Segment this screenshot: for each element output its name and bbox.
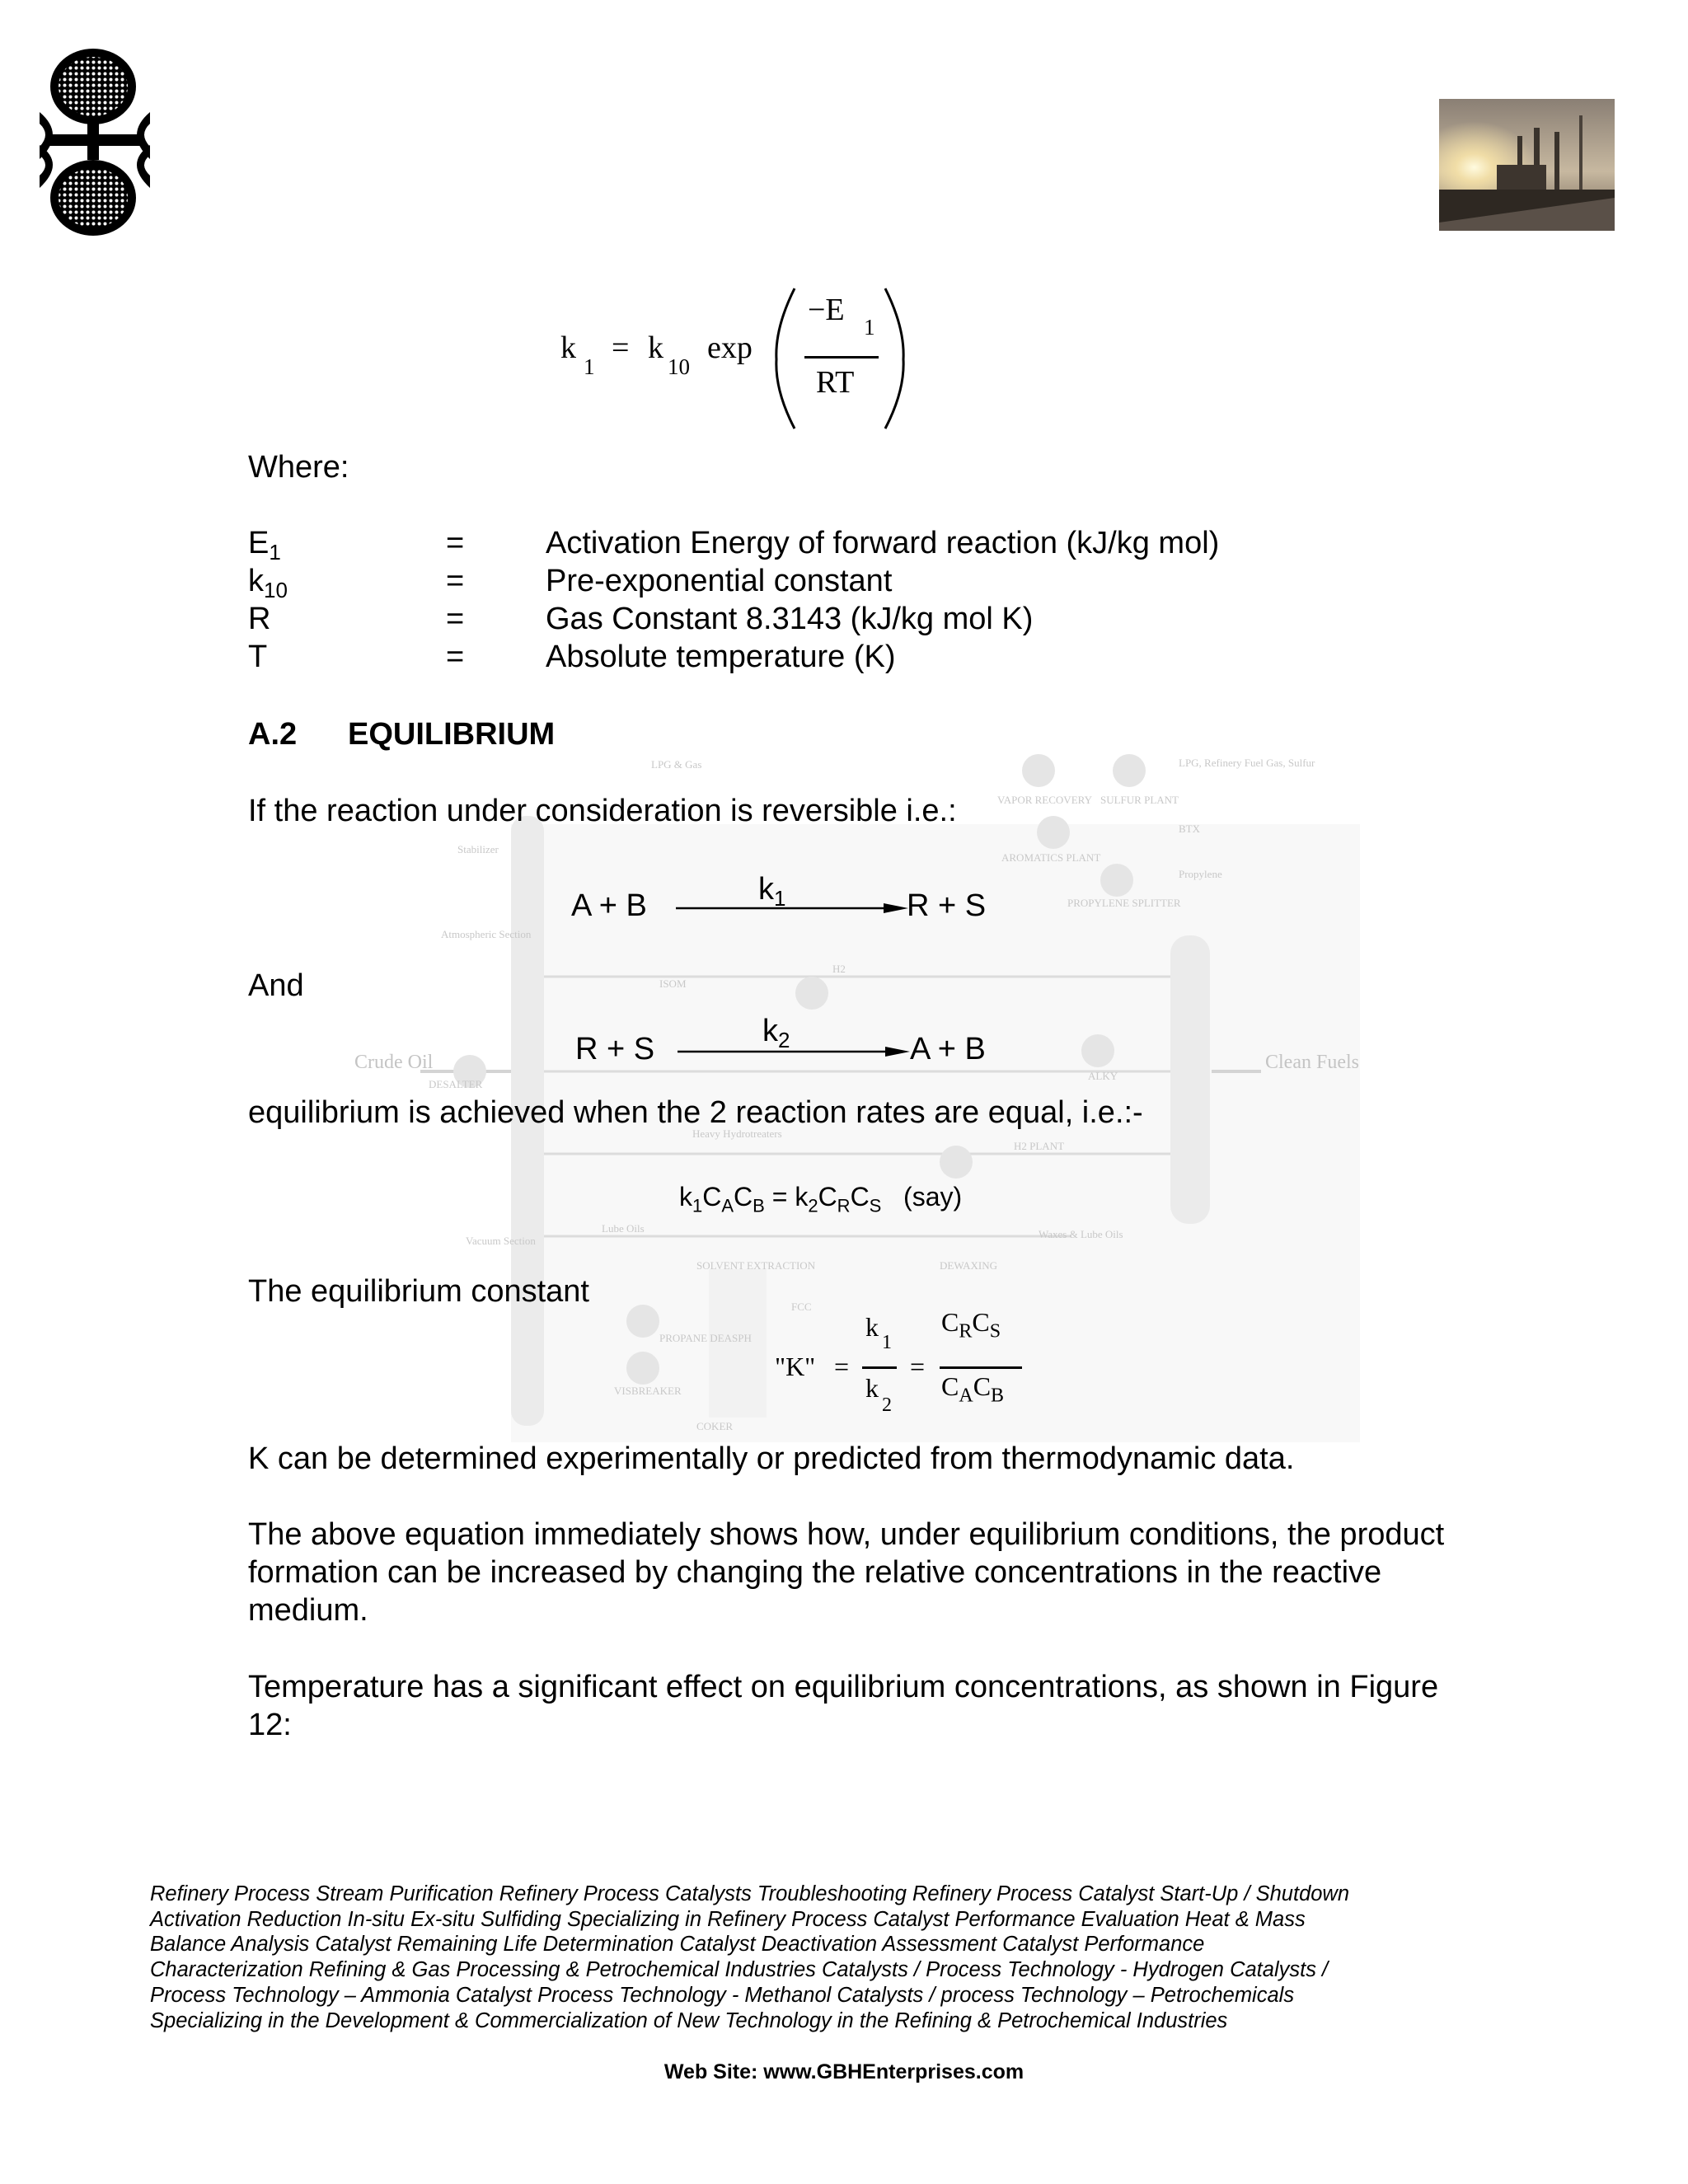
- definition-description: Pre-exponential constant: [546, 564, 893, 598]
- flow-label: DESALTER: [429, 1078, 483, 1090]
- refinery-photo: [1439, 99, 1615, 231]
- flow-label: Crude Oil: [354, 1052, 434, 1073]
- flow-label: Waxes & Lube Oils: [1039, 1228, 1123, 1240]
- flow-label: DEWAXING: [940, 1259, 998, 1272]
- k2-denominator-sub: 2: [882, 1394, 892, 1416]
- footer-services-text: Refinery Process Stream Purification Refinery Process Catalysts Troubleshooting Refinery Process Catalyst Start-Up / Shutdown Activation Reduction In-situ Ex-situ Sulfiding Specializing in Refinery Process Catalyst Performance Evaluation Heat & Mass Balance Analysis Catalyst Remaining Life Determination Catalyst Deactivation Assessment Catalyst Performance Characterization Refining & Gas Processing & Petrochemical Industries Catalysts / Process Technology - Hydrogen Catalysts / Process Technology – Ammonia Catalyst Process Technology - Methanol Catalysts / process Technology – Petrochemicals Specializing in the Development & Commercialization of New Technology in the Refining & Petrochemical Industries: [150, 1882, 1350, 2032]
- flow-label: Vacuum Section: [466, 1235, 536, 1247]
- rate-equality-equation: $k_1C_AC_B = k_2C_RC_S$ (say): [679, 1182, 963, 1216]
- definition-equals: =: [446, 564, 465, 598]
- flow-label: Clean Fuels: [1265, 1052, 1359, 1073]
- reaction1-arrow: [676, 900, 908, 916]
- eq1-k10: k: [648, 330, 663, 365]
- flow-label: PROPYLENE SPLITTER: [1067, 897, 1181, 909]
- temperature-paragraph: Temperature has a significant effect on equilibrium concentrations, as shown in Figure 12:: [248, 1670, 1439, 1742]
- flow-label: SULFUR PLANT: [1100, 794, 1179, 806]
- flow-label: Heavy Hydrotreaters: [692, 1127, 782, 1140]
- left-paren: [773, 287, 798, 431]
- eq1-fraction-bar: [804, 356, 879, 359]
- reaction2-rate-constant: $k_2$: [762, 1014, 790, 1052]
- section-title: EQUILIBRIUM: [348, 717, 556, 752]
- flow-label: Stabilizer: [457, 843, 499, 855]
- flow-label: Lube Oils: [602, 1222, 645, 1235]
- reaction1-products: R + S: [907, 888, 987, 923]
- reaction2-reactants: R + S: [575, 1032, 655, 1066]
- k1-numerator: k: [865, 1312, 879, 1342]
- flow-label: Atmospheric Section: [441, 928, 532, 940]
- definition-symbol: R: [248, 602, 271, 636]
- constant-paragraph: The equilibrium constant: [248, 1274, 589, 1309]
- definition-description: Absolute temperature (K): [546, 640, 896, 674]
- eq1-denominator: RT: [816, 365, 855, 400]
- eq1-k-sub: 1: [584, 354, 595, 379]
- reaction1-reactants: A + B: [571, 888, 647, 923]
- above-equation-paragraph: The above equation immediately shows how, under equilibrium conditions, the product formation can be increased by changing the relative concentrations in the reactive medium.: [248, 1517, 1445, 1628]
- right-paren: [882, 287, 907, 431]
- flow-label: LPG & Gas: [651, 758, 702, 771]
- concentration-denominator: $C_AC_B$: [941, 1371, 1005, 1407]
- eq1-k10-sub: 10: [668, 354, 690, 379]
- definition-equals: =: [446, 526, 465, 560]
- reaction2-products: A + B: [910, 1032, 986, 1066]
- website-link[interactable]: Web Site: www.GBHEnterprises.com: [663, 2060, 1025, 2083]
- eq1-equals: =: [612, 330, 630, 365]
- reaction1-rate-constant: $k_1$: [758, 872, 786, 911]
- definition-symbol: $k_{10}$: [248, 564, 288, 602]
- reversible-paragraph: If the reaction under consideration is reversible i.e.:: [248, 794, 957, 828]
- flow-label: ISOM: [659, 977, 687, 990]
- flow-label: Propylene: [1179, 868, 1222, 880]
- where-label: Where:: [248, 450, 349, 485]
- arrhenius-equation: [560, 287, 907, 431]
- eq1-numerator: −E: [808, 293, 845, 327]
- definition-equals: =: [446, 640, 465, 674]
- eq1-numerator-sub: 1: [864, 315, 875, 340]
- concentration-numerator: $C_RC_S$: [941, 1307, 1001, 1343]
- definition-equals: =: [446, 602, 465, 636]
- section-number: A.2: [248, 717, 298, 752]
- flow-label: SOLVENT EXTRACTION: [696, 1259, 816, 1272]
- reaction2-arrow: [678, 1043, 910, 1060]
- eq1-k: k: [560, 330, 576, 365]
- flow-label: AROMATICS PLANT: [1001, 851, 1101, 864]
- flow-label: LPG, Refinery Fuel Gas, Sulfur: [1179, 757, 1315, 769]
- flow-label: H2: [832, 963, 846, 975]
- flow-label: FCC: [791, 1301, 812, 1313]
- definition-symbol: $E_1$: [248, 526, 281, 565]
- definition-description: Activation Energy of forward reaction (kJ/kg mol): [546, 526, 1220, 560]
- definition-symbol: T: [248, 640, 268, 674]
- k-symbol: "K": [775, 1352, 816, 1381]
- flow-label: ALKY: [1088, 1070, 1118, 1082]
- flow-label: COKER: [696, 1420, 734, 1432]
- k-determined-paragraph: K can be determined experimentally or predicted from thermodynamic data.: [248, 1441, 1295, 1476]
- k-equals-2: =: [910, 1352, 926, 1381]
- company-logo: [33, 48, 157, 237]
- equilibrium-paragraph: equilibrium is achieved when the 2 reaction rates are equal, i.e.:-: [248, 1095, 1143, 1130]
- say-label: (say): [903, 1182, 963, 1212]
- k-ratio-bar: [862, 1366, 897, 1369]
- flow-label: VAPOR RECOVERY: [997, 794, 1092, 806]
- flow-label: BTX: [1179, 823, 1200, 835]
- and-label: And: [248, 968, 304, 1003]
- flow-label: PROPANE DEASPH: [659, 1332, 752, 1344]
- flow-label: VISBREAKER: [614, 1385, 682, 1397]
- eq1-exp: exp: [707, 330, 753, 365]
- k-equals-1: =: [834, 1352, 850, 1381]
- concentration-ratio-bar: [940, 1366, 1022, 1369]
- flow-label: H2 PLANT: [1014, 1140, 1065, 1152]
- k1-numerator-sub: 1: [882, 1332, 892, 1353]
- definition-description: Gas Constant 8.3143 (kJ/kg mol K): [546, 602, 1034, 636]
- k2-denominator: k: [865, 1373, 879, 1403]
